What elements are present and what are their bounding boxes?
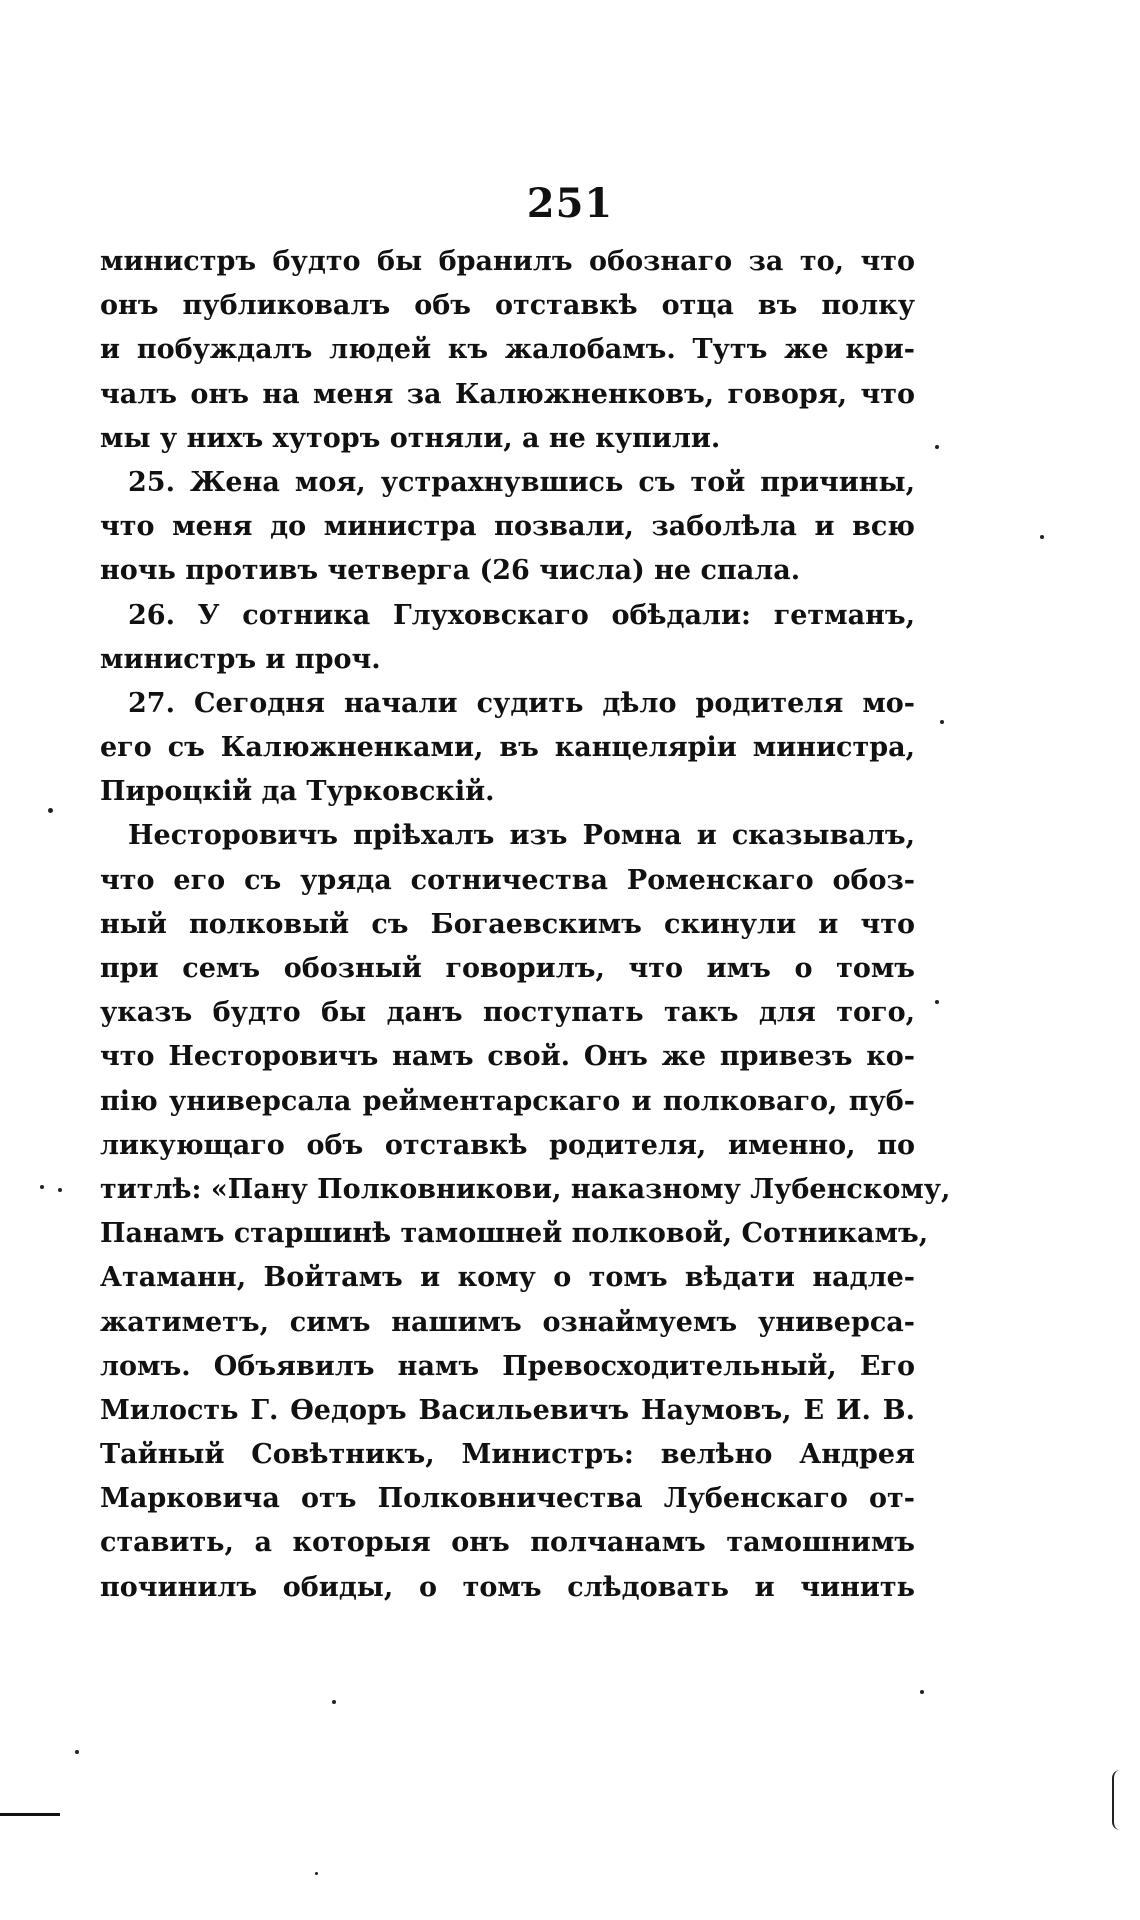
text-line: ночь противъ четверга (26 числа) не спала. xyxy=(100,555,801,587)
text-line: титлѣ: «Пану Полковникови, наказному Лубенскому, xyxy=(100,1173,951,1205)
scan-speck xyxy=(940,720,944,724)
text-line: что меня до министра позвали, заболѣла и всю xyxy=(100,511,915,543)
text-line: онъ публиковалъ объ отставкѣ отца въ полку xyxy=(100,290,915,322)
text-line: пію универсала рейментарскаго и полковаго, пуб- xyxy=(100,1085,915,1117)
text-line: Панамъ старшинѣ тамошней полковой, Сотникамъ, xyxy=(100,1218,929,1250)
text-line: ный полковый съ Богаевскимъ скинули и что xyxy=(100,908,915,940)
page-number: 251 xyxy=(526,180,614,227)
text-line: Тайный Совѣтникъ, Министръ: велѣно Андрея xyxy=(100,1439,915,1471)
scan-edge-mark xyxy=(0,1813,60,1816)
scan-speck xyxy=(332,1700,336,1704)
scan-speck xyxy=(920,1690,924,1694)
entry-25-line: 25. Жена моя, устрахнувшись съ той причины, xyxy=(128,466,915,498)
text-line: что его съ уряда сотничества Роменскаго обоз- xyxy=(100,864,915,896)
scan-speck xyxy=(935,1000,939,1004)
text-line: при семъ обозный говорилъ, что имъ о томъ xyxy=(100,953,915,984)
text-line: Атаманн, Войтамъ и кому о томъ вѣдати надле- xyxy=(100,1262,915,1294)
text-line: Милость Г. Ѳедоръ Васильевичъ Наумовъ, Е И. В. xyxy=(100,1394,915,1426)
text-line: его съ Калюжненками, въ канцеляріи министра, xyxy=(100,732,915,764)
text-line: ставить, а которыя онъ полчанамъ тамошнимъ xyxy=(100,1527,915,1559)
scan-speck xyxy=(1040,535,1044,539)
paragraph-start-line: Несторовичъ пріѣхалъ изъ Ромна и сказывалъ, xyxy=(128,820,915,852)
text-line: и побуждалъ людей къ жалобамъ. Тутъ же кри- xyxy=(100,334,915,366)
scan-edge-mark xyxy=(1112,1770,1120,1830)
text-line: что Несторовичъ намъ свой. Онъ же привезъ ко- xyxy=(100,1041,915,1073)
body-text xyxy=(100,240,951,1610)
text-line: чалъ онъ на меня за Калюжненковъ, говоря, что xyxy=(100,378,915,410)
scan-speck xyxy=(935,445,939,449)
scan-speck xyxy=(315,1872,318,1875)
text-line: мы у нихъ хуторъ отняли, а не купили. xyxy=(100,422,721,454)
text-line: министръ будто бы бранилъ обознаго за то, что xyxy=(100,246,915,277)
entry-26-line: 26. У сотника Глуховскаго обѣдали: гетманъ, xyxy=(128,599,915,631)
scan-speck xyxy=(58,1188,62,1192)
scan-speck xyxy=(48,808,53,813)
text-line: починилъ обиды, о томъ слѣдовать и чинить xyxy=(100,1571,915,1603)
text-line: Марковича отъ Полковничества Лубенскаго от- xyxy=(100,1483,915,1515)
text-line: жатиметъ, симъ нашимъ ознаймуемъ универса- xyxy=(100,1306,915,1338)
scan-speck xyxy=(75,1750,79,1754)
text-line: указъ будто бы данъ поступать такъ для того, xyxy=(100,997,915,1029)
scan-speck xyxy=(40,1185,44,1189)
text-line: Пироцкій да Турковскій. xyxy=(100,776,495,808)
text-line: ломъ. Объявилъ намъ Превосходительный, Его xyxy=(100,1350,915,1382)
text-line: министръ и проч. xyxy=(100,643,381,675)
text-line: ликующаго объ отставкѣ родителя, именно, по xyxy=(100,1129,915,1161)
entry-27-line: 27. Сегодня начали судить дѣло родителя мо- xyxy=(128,687,915,719)
